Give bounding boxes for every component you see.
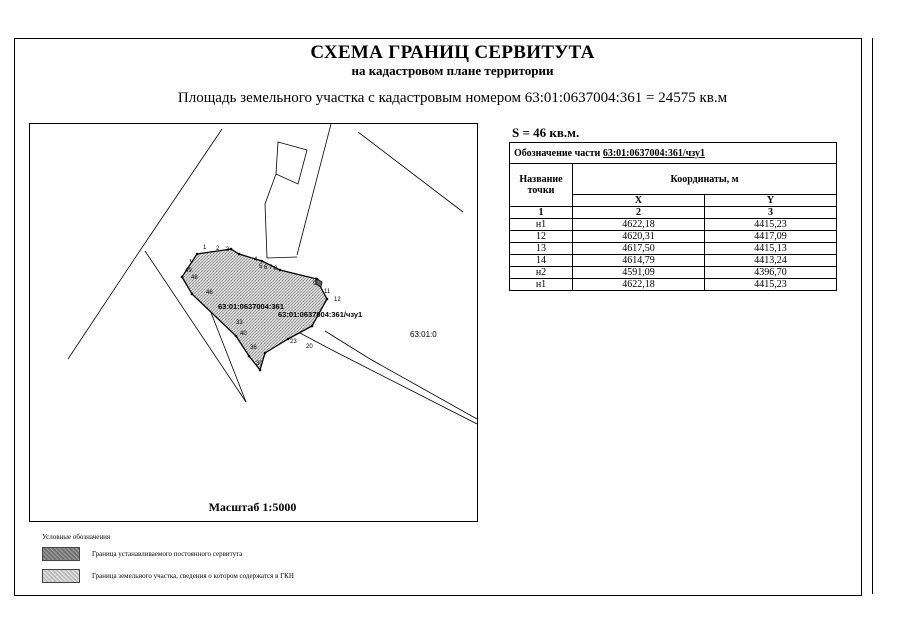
point-label: 11 <box>324 289 331 295</box>
point-label: 23 <box>290 339 297 345</box>
table-header-row <box>510 143 837 164</box>
x-cell: 4617,50 <box>573 243 705 255</box>
table-row <box>510 231 837 243</box>
point-label: 8 <box>274 266 278 272</box>
index-cell: 3 <box>704 207 836 219</box>
servitude-legend-text: Граница устанавливаемого постоянного сервитута <box>92 550 243 558</box>
x-cell: 4614,79 <box>573 255 705 267</box>
col-point-name: Название точки <box>510 164 573 207</box>
point-label: 5 <box>259 264 263 270</box>
part-designation-label: Обозначение части <box>514 147 601 159</box>
point-label: 40 <box>240 331 247 337</box>
table-row <box>510 279 837 291</box>
part-designation-id: 63:01:0637004:361/чзу1 <box>602 147 706 159</box>
parcel-area-line: Площадь земельного участка с кадастровым номером 63:01:0637004:361 = 24575 кв.м <box>177 90 728 106</box>
table-row <box>510 267 837 279</box>
point-label: 1 <box>203 245 207 251</box>
point-label: 30 <box>256 361 263 367</box>
y-cell: 4396,70 <box>704 267 836 279</box>
point-label: 9 <box>313 281 317 287</box>
parcel-legend-swatch <box>42 569 80 583</box>
y-cell: 4415,23 <box>704 279 836 291</box>
table-header-row <box>510 164 837 195</box>
x-cell: 4622,18 <box>573 219 705 231</box>
point-label: 3 <box>226 247 230 253</box>
table-index-row <box>510 207 837 219</box>
y-cell: 4413,24 <box>704 255 836 267</box>
parcel-number-label: 63:01:0637004:361 <box>218 302 284 311</box>
point-label: 6 <box>264 265 268 271</box>
point-label: 12 <box>334 297 341 303</box>
y-cell: 4415,13 <box>704 243 836 255</box>
table-row <box>510 255 837 267</box>
servitude-area: S = 46 кв.м. <box>512 125 580 140</box>
point-cell: 13 <box>510 243 573 255</box>
point-label: 2 <box>216 246 220 252</box>
point-label: 4 <box>254 257 258 263</box>
point-cell: 14 <box>510 255 573 267</box>
point-label: 33 <box>236 320 243 326</box>
x-cell: 4620,31 <box>573 231 705 243</box>
point-label: 46 <box>206 290 213 296</box>
y-cell: 4417,09 <box>704 231 836 243</box>
map-scale: Масштаб 1:5000 <box>208 500 297 514</box>
x-cell: 4622,18 <box>573 279 705 291</box>
cadastral-map <box>29 123 478 522</box>
page-title: СХЕМА ГРАНИЦ СЕРВИТУТА <box>310 42 595 63</box>
coordinates-table <box>509 142 837 291</box>
quarter-number-label: 63:01:0 <box>410 330 437 339</box>
point-label: 49 <box>185 268 192 274</box>
table-row <box>510 243 837 255</box>
page-subtitle: на кадастровом плане территории <box>351 63 554 78</box>
col-coordinates: Координаты, м <box>573 164 837 195</box>
index-cell: 2 <box>573 207 705 219</box>
sheet-right-edge <box>872 38 873 594</box>
col-x: X <box>573 195 705 207</box>
y-cell: 4415,23 <box>704 219 836 231</box>
point-cell: н2 <box>510 267 573 279</box>
point-label: 20 <box>306 344 313 350</box>
point-label: 36 <box>250 345 257 351</box>
point-label: 7 <box>269 265 273 271</box>
servitude-legend-swatch <box>42 547 80 561</box>
point-cell: н1 <box>510 279 573 291</box>
x-cell: 4591,09 <box>573 267 705 279</box>
point-cell: н1 <box>510 219 573 231</box>
parcel-legend-text: Граница земельного участка, сведения о котором содержатся в ГКН <box>92 572 294 580</box>
servitude-number-label: 63:01:0637004:361/чзу1 <box>278 310 363 319</box>
point-label: 48 <box>191 275 198 281</box>
index-cell: 1 <box>510 207 573 219</box>
point-cell: 12 <box>510 231 573 243</box>
map-drawing <box>30 124 477 521</box>
legend-title: Условные обозначения <box>42 533 111 541</box>
col-y: Y <box>704 195 836 207</box>
part-designation-cell <box>510 143 837 164</box>
table-row <box>510 219 837 231</box>
